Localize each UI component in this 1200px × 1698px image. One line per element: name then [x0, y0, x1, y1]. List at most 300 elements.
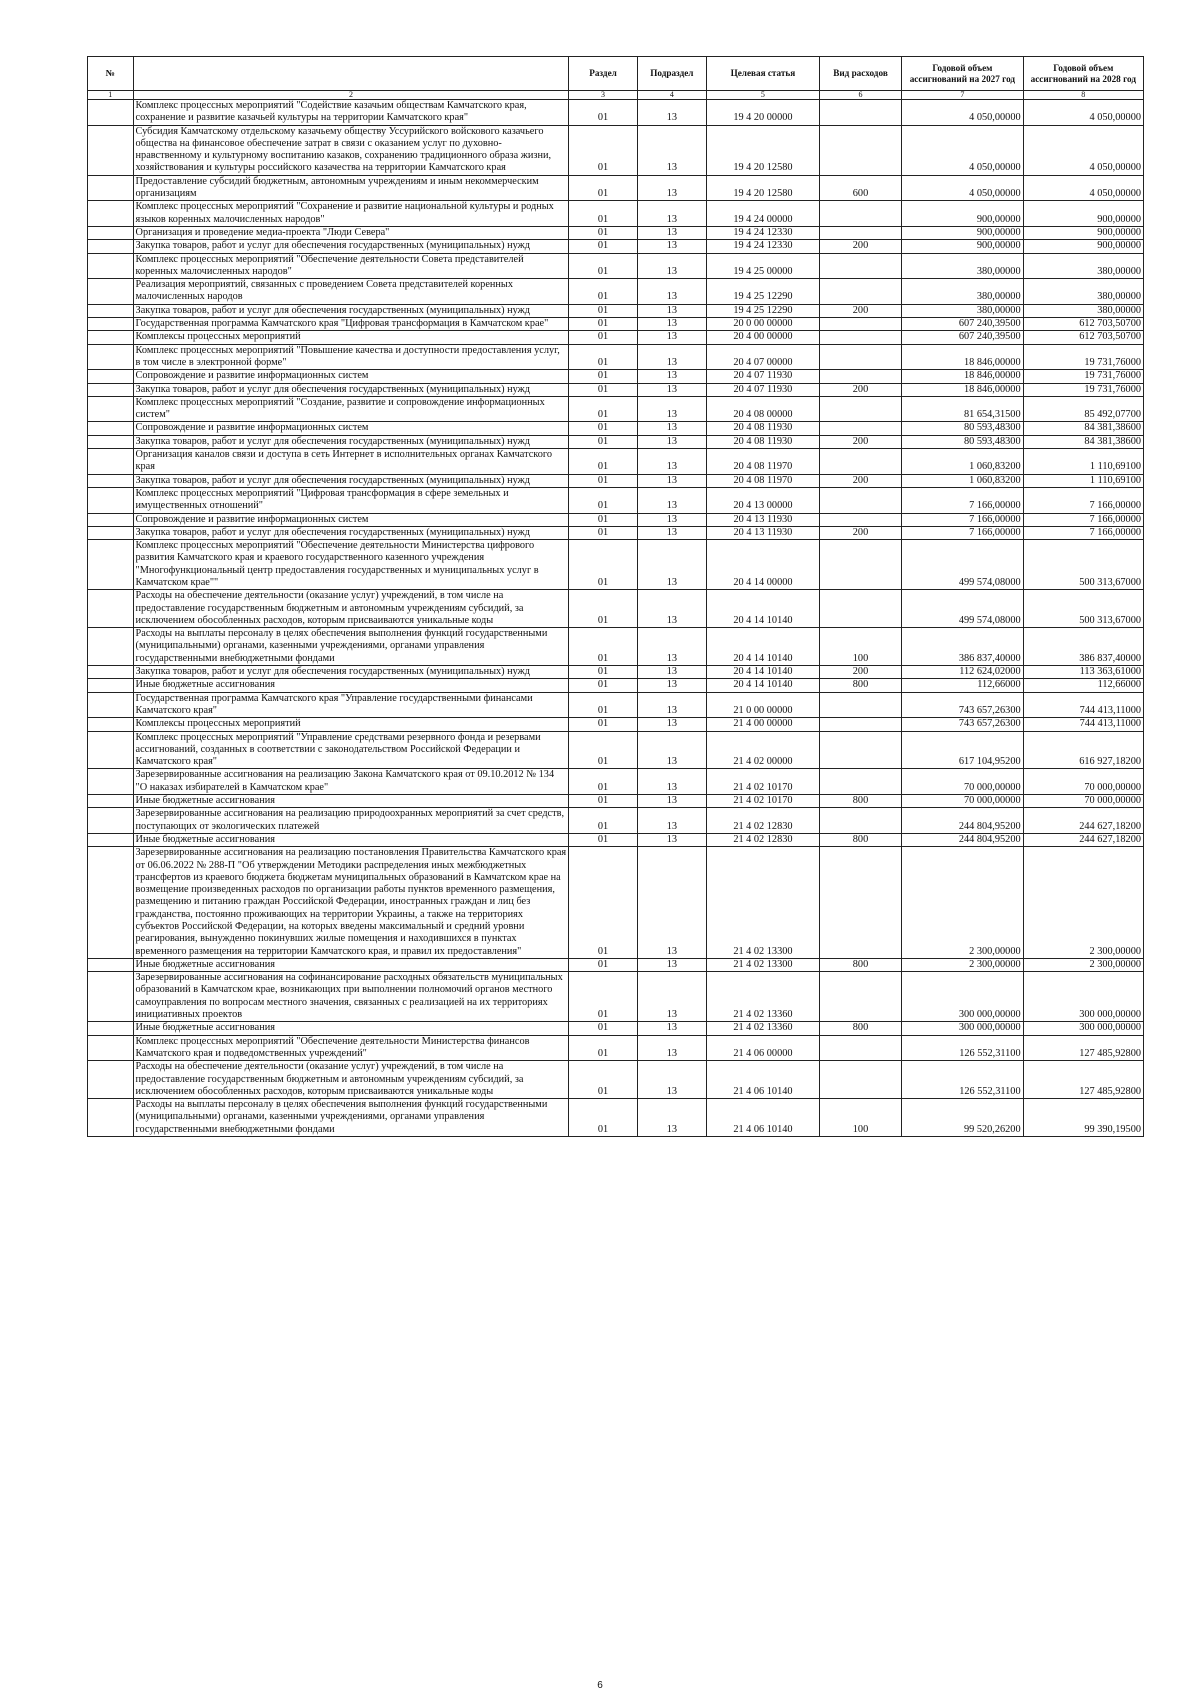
row-csr-cell: 20 4 14 00000	[707, 540, 820, 590]
row-razdel-cell: 01	[569, 487, 637, 513]
row-2027-cell: 7 166,00000	[902, 526, 1023, 539]
row-vr-cell: 100	[819, 1099, 901, 1137]
row-name-cell: Закупка товаров, работ и услуг для обеспечения государственных (муниципальных) нужд	[133, 474, 569, 487]
row-podrazdel-cell: 13	[637, 692, 706, 718]
table-row	[88, 833, 1144, 846]
row-name-cell: Комплекс процессных мероприятий "Цифровая трансформация в сфере земельных и имущественных отношений"	[133, 487, 569, 513]
row-number-cell	[88, 1035, 134, 1061]
row-podrazdel-cell: 13	[637, 175, 706, 201]
row-razdel-cell: 01	[569, 1022, 637, 1035]
row-number-cell	[88, 731, 134, 769]
row-number-cell	[88, 769, 134, 795]
row-podrazdel-cell: 13	[637, 833, 706, 846]
page-number: 6	[597, 1680, 603, 1691]
row-podrazdel-cell: 13	[637, 435, 706, 448]
row-razdel-cell: 01	[569, 100, 637, 126]
row-vr-cell	[819, 422, 901, 435]
row-vr-cell	[819, 513, 901, 526]
row-2027-cell: 4 050,00000	[902, 175, 1023, 201]
row-razdel-cell: 01	[569, 1099, 637, 1137]
row-name-cell: Расходы на обеспечение деятельности (оказание услуг) учреждений, в том числе на предоставление государственным бюджетным и автономным учреждениям субсидий, за исключением обособленных расходов, которым присваиваются уникальные коды	[133, 1061, 569, 1099]
row-csr-cell: 21 4 02 10170	[707, 795, 820, 808]
row-2027-cell: 2 300,00000	[902, 847, 1023, 959]
row-razdel-cell: 01	[569, 526, 637, 539]
table-row	[88, 487, 1144, 513]
row-number-cell	[88, 1061, 134, 1099]
row-vr-cell	[819, 331, 901, 344]
row-name-cell: Государственная программа Камчатского края "Управление государственными финансами Камчатского края"	[133, 692, 569, 718]
header-index: 7	[902, 91, 1023, 100]
row-number-cell	[88, 370, 134, 383]
row-vr-cell: 200	[819, 304, 901, 317]
row-2028-cell: 70 000,00000	[1023, 769, 1143, 795]
row-number-cell	[88, 125, 134, 175]
row-razdel-cell: 01	[569, 304, 637, 317]
row-number-cell	[88, 958, 134, 971]
row-2028-cell: 19 731,76000	[1023, 344, 1143, 370]
row-vr-cell	[819, 972, 901, 1022]
row-podrazdel-cell: 13	[637, 487, 706, 513]
row-podrazdel-cell: 13	[637, 958, 706, 971]
table-row	[88, 795, 1144, 808]
row-csr-cell: 20 4 14 10140	[707, 628, 820, 666]
table-row	[88, 201, 1144, 227]
row-vr-cell: 200	[819, 240, 901, 253]
row-csr-cell: 19 4 20 12580	[707, 175, 820, 201]
row-csr-cell: 20 4 13 11930	[707, 513, 820, 526]
row-vr-cell	[819, 847, 901, 959]
row-2028-cell: 244 627,18200	[1023, 808, 1143, 834]
row-2028-cell: 7 166,00000	[1023, 526, 1143, 539]
row-razdel-cell: 01	[569, 1035, 637, 1061]
row-2028-cell: 85 492,07700	[1023, 396, 1143, 422]
row-2028-cell: 4 050,00000	[1023, 175, 1143, 201]
row-csr-cell: 20 4 08 00000	[707, 396, 820, 422]
row-podrazdel-cell: 13	[637, 253, 706, 279]
row-name-cell: Сопровождение и развитие информационных систем	[133, 513, 569, 526]
row-csr-cell: 21 4 02 12830	[707, 808, 820, 834]
row-podrazdel-cell: 13	[637, 718, 706, 731]
row-podrazdel-cell: 13	[637, 240, 706, 253]
table-row	[88, 435, 1144, 448]
row-podrazdel-cell: 13	[637, 808, 706, 834]
row-name-cell: Закупка товаров, работ и услуг для обеспечения государственных (муниципальных) нужд	[133, 240, 569, 253]
header-index: 2	[133, 91, 569, 100]
header-index: 6	[819, 91, 901, 100]
row-number-cell	[88, 1022, 134, 1035]
row-podrazdel-cell: 13	[637, 318, 706, 331]
row-name-cell: Иные бюджетные ассигнования	[133, 958, 569, 971]
row-number-cell	[88, 344, 134, 370]
row-2028-cell: 4 050,00000	[1023, 125, 1143, 175]
row-2028-cell: 380,00000	[1023, 304, 1143, 317]
row-2028-cell: 113 363,61000	[1023, 666, 1143, 679]
row-2027-cell: 499 574,08000	[902, 540, 1023, 590]
row-2027-cell: 607 240,39500	[902, 331, 1023, 344]
row-name-cell: Зарезервированные ассигнования на реализацию природоохранных мероприятий за счет средств, поступающих от экологических платежей	[133, 808, 569, 834]
row-podrazdel-cell: 13	[637, 201, 706, 227]
row-2027-cell: 499 574,08000	[902, 590, 1023, 628]
row-number-cell	[88, 201, 134, 227]
table-row	[88, 100, 1144, 126]
row-name-cell: Расходы на выплаты персоналу в целях обеспечения выполнения функций государственными (муниципальными) органами, казенными учреждениями, органами управления государственными внебюджетными фондами	[133, 628, 569, 666]
row-number-cell	[88, 422, 134, 435]
row-2027-cell: 1 060,83200	[902, 474, 1023, 487]
row-2027-cell: 70 000,00000	[902, 795, 1023, 808]
row-razdel-cell: 01	[569, 808, 637, 834]
row-razdel-cell: 01	[569, 590, 637, 628]
row-razdel-cell: 01	[569, 240, 637, 253]
row-razdel-cell: 01	[569, 513, 637, 526]
table-row	[88, 370, 1144, 383]
row-razdel-cell: 01	[569, 422, 637, 435]
row-csr-cell: 21 4 02 10170	[707, 769, 820, 795]
row-vr-cell: 600	[819, 175, 901, 201]
row-razdel-cell: 01	[569, 692, 637, 718]
row-number-cell	[88, 972, 134, 1022]
row-csr-cell: 19 4 25 12290	[707, 304, 820, 317]
row-2027-cell: 386 837,40000	[902, 628, 1023, 666]
row-podrazdel-cell: 13	[637, 1035, 706, 1061]
row-podrazdel-cell: 13	[637, 344, 706, 370]
row-vr-cell	[819, 318, 901, 331]
row-csr-cell: 20 4 08 11970	[707, 449, 820, 475]
row-2028-cell: 300 000,00000	[1023, 972, 1143, 1022]
row-razdel-cell: 01	[569, 449, 637, 475]
row-2028-cell: 900,00000	[1023, 201, 1143, 227]
row-name-cell: Организация и проведение медиа-проекта "Люди Севера"	[133, 226, 569, 239]
row-2027-cell: 380,00000	[902, 304, 1023, 317]
row-csr-cell: 21 4 02 13300	[707, 847, 820, 959]
row-csr-cell: 21 4 02 13360	[707, 972, 820, 1022]
row-name-cell: Сопровождение и развитие информационных систем	[133, 422, 569, 435]
row-podrazdel-cell: 13	[637, 540, 706, 590]
row-podrazdel-cell: 13	[637, 590, 706, 628]
row-2028-cell: 612 703,50700	[1023, 331, 1143, 344]
row-podrazdel-cell: 13	[637, 795, 706, 808]
row-csr-cell: 20 4 07 00000	[707, 344, 820, 370]
row-2027-cell: 70 000,00000	[902, 769, 1023, 795]
row-podrazdel-cell: 13	[637, 383, 706, 396]
row-csr-cell: 19 4 24 12330	[707, 240, 820, 253]
row-2028-cell: 19 731,76000	[1023, 383, 1143, 396]
row-number-cell	[88, 240, 134, 253]
row-csr-cell: 21 4 06 00000	[707, 1035, 820, 1061]
row-razdel-cell: 01	[569, 370, 637, 383]
row-number-cell	[88, 833, 134, 846]
table-row	[88, 344, 1144, 370]
row-razdel-cell: 01	[569, 396, 637, 422]
row-name-cell: Расходы на выплаты персоналу в целях обеспечения выполнения функций государственными (муниципальными) органами, казенными учреждениями, органами управления государственными внебюджетными фондами	[133, 1099, 569, 1137]
row-2028-cell: 4 050,00000	[1023, 100, 1143, 126]
row-2028-cell: 380,00000	[1023, 253, 1143, 279]
row-name-cell: Субсидия Камчатскому отдельскому казачьему обществу Уссурийского войскового казачьего общества на финансовое обеспечение затрат в связи с оказанием услуг по духовно-нравственному и культурному воспитанию казаков, сохранению традиционного образа жизни, хозяйствования и культуры российского казачества на территории Камчатского края	[133, 125, 569, 175]
table-row	[88, 847, 1144, 959]
row-number-cell	[88, 590, 134, 628]
row-name-cell: Комплекс процессных мероприятий "Создание, развитие и сопровождение информационных систем"	[133, 396, 569, 422]
row-podrazdel-cell: 13	[637, 972, 706, 1022]
row-name-cell: Закупка товаров, работ и услуг для обеспечения государственных (муниципальных) нужд	[133, 435, 569, 448]
row-2028-cell: 84 381,38600	[1023, 435, 1143, 448]
table-row	[88, 175, 1144, 201]
row-razdel-cell: 01	[569, 958, 637, 971]
row-vr-cell	[819, 226, 901, 239]
row-razdel-cell: 01	[569, 679, 637, 692]
row-name-cell: Сопровождение и развитие информационных систем	[133, 370, 569, 383]
row-2027-cell: 1 060,83200	[902, 449, 1023, 475]
row-number-cell	[88, 304, 134, 317]
row-2028-cell: 84 381,38600	[1023, 422, 1143, 435]
row-number-cell	[88, 487, 134, 513]
header-podrazdel: Подраздел	[637, 57, 706, 91]
row-csr-cell: 19 4 24 12330	[707, 226, 820, 239]
row-2028-cell: 744 413,11000	[1023, 692, 1143, 718]
row-2027-cell: 300 000,00000	[902, 972, 1023, 1022]
table-row	[88, 628, 1144, 666]
row-csr-cell: 19 4 20 12580	[707, 125, 820, 175]
header-index: 3	[569, 91, 637, 100]
row-podrazdel-cell: 13	[637, 304, 706, 317]
row-2027-cell: 4 050,00000	[902, 100, 1023, 126]
row-razdel-cell: 01	[569, 833, 637, 846]
row-number-cell	[88, 692, 134, 718]
row-vr-cell	[819, 125, 901, 175]
header-2027: Годовой объем ассигнований на 2027 год	[902, 57, 1023, 91]
budget-table	[87, 56, 1144, 1137]
table-row	[88, 226, 1144, 239]
header-csr: Целевая статья	[707, 57, 820, 91]
row-number-cell	[88, 628, 134, 666]
row-razdel-cell: 01	[569, 1061, 637, 1099]
row-name-cell: Иные бюджетные ассигнования	[133, 795, 569, 808]
row-csr-cell: 21 4 02 13360	[707, 1022, 820, 1035]
row-podrazdel-cell: 13	[637, 100, 706, 126]
table-row	[88, 279, 1144, 305]
row-podrazdel-cell: 13	[637, 125, 706, 175]
row-2028-cell: 7 166,00000	[1023, 513, 1143, 526]
row-number-cell	[88, 435, 134, 448]
row-csr-cell: 21 4 02 13300	[707, 958, 820, 971]
row-razdel-cell: 01	[569, 279, 637, 305]
table-row	[88, 125, 1144, 175]
row-vr-cell	[819, 731, 901, 769]
table-row	[88, 972, 1144, 1022]
row-csr-cell: 19 4 25 12290	[707, 279, 820, 305]
row-podrazdel-cell: 13	[637, 1022, 706, 1035]
row-name-cell: Реализация мероприятий, связанных с проведением Совета представителей коренных малочисленных народов	[133, 279, 569, 305]
header-number: №	[88, 57, 134, 91]
row-csr-cell: 19 4 24 00000	[707, 201, 820, 227]
row-2027-cell: 380,00000	[902, 279, 1023, 305]
row-csr-cell: 20 4 00 00000	[707, 331, 820, 344]
row-number-cell	[88, 795, 134, 808]
row-podrazdel-cell: 13	[637, 526, 706, 539]
row-number-cell	[88, 279, 134, 305]
row-vr-cell	[819, 396, 901, 422]
row-2028-cell: 616 927,18200	[1023, 731, 1143, 769]
table-row	[88, 1061, 1144, 1099]
row-2028-cell: 1 110,69100	[1023, 449, 1143, 475]
row-podrazdel-cell: 13	[637, 513, 706, 526]
row-vr-cell	[819, 344, 901, 370]
row-name-cell: Зарезервированные ассигнования на реализацию Закона Камчатского края от 09.10.2012 № 134 "О наказах избирателей в Камчатском крае"	[133, 769, 569, 795]
row-name-cell: Зарезервированные ассигнования на софинансирование расходных обязательств муниципальных образований в Камчатском крае, возникающих при выполнении полномочий органов местного самоуправления по вопросам местного значения, связанных с реализацией на их территориях инициативных проектов	[133, 972, 569, 1022]
row-2027-cell: 4 050,00000	[902, 125, 1023, 175]
row-2028-cell: 900,00000	[1023, 226, 1143, 239]
row-number-cell	[88, 718, 134, 731]
header-vr: Вид расходов	[819, 57, 901, 91]
header-razdel: Раздел	[569, 57, 637, 91]
row-csr-cell: 20 0 00 00000	[707, 318, 820, 331]
table-row	[88, 253, 1144, 279]
row-vr-cell	[819, 253, 901, 279]
row-2028-cell: 19 731,76000	[1023, 370, 1143, 383]
row-vr-cell: 200	[819, 474, 901, 487]
row-2027-cell: 80 593,48300	[902, 435, 1023, 448]
row-podrazdel-cell: 13	[637, 666, 706, 679]
row-2028-cell: 112,66000	[1023, 679, 1143, 692]
row-csr-cell: 20 4 08 11970	[707, 474, 820, 487]
table-row	[88, 304, 1144, 317]
row-2027-cell: 18 846,00000	[902, 383, 1023, 396]
header-row	[88, 57, 1144, 91]
row-podrazdel-cell: 13	[637, 449, 706, 475]
table-row	[88, 474, 1144, 487]
table-row	[88, 513, 1144, 526]
row-razdel-cell: 01	[569, 847, 637, 959]
row-csr-cell: 19 4 20 00000	[707, 100, 820, 126]
row-2027-cell: 900,00000	[902, 240, 1023, 253]
row-csr-cell: 21 4 06 10140	[707, 1061, 820, 1099]
row-name-cell: Государственная программа Камчатского края "Цифровая трансформация в Камчатском крае"	[133, 318, 569, 331]
row-razdel-cell: 01	[569, 718, 637, 731]
row-vr-cell: 100	[819, 628, 901, 666]
row-name-cell: Иные бюджетные ассигнования	[133, 1022, 569, 1035]
row-2028-cell: 70 000,00000	[1023, 795, 1143, 808]
row-2028-cell: 744 413,11000	[1023, 718, 1143, 731]
table-row	[88, 590, 1144, 628]
row-name-cell: Закупка товаров, работ и услуг для обеспечения государственных (муниципальных) нужд	[133, 666, 569, 679]
row-podrazdel-cell: 13	[637, 422, 706, 435]
row-2027-cell: 607 240,39500	[902, 318, 1023, 331]
row-number-cell	[88, 847, 134, 959]
table-row	[88, 769, 1144, 795]
row-number-cell	[88, 666, 134, 679]
table-row	[88, 240, 1144, 253]
table-row	[88, 692, 1144, 718]
row-2027-cell: 7 166,00000	[902, 487, 1023, 513]
row-csr-cell: 21 4 00 00000	[707, 718, 820, 731]
row-vr-cell: 800	[819, 833, 901, 846]
row-csr-cell: 21 4 02 12830	[707, 833, 820, 846]
row-razdel-cell: 01	[569, 540, 637, 590]
table-row	[88, 540, 1144, 590]
row-2028-cell: 500 313,67000	[1023, 540, 1143, 590]
row-name-cell: Расходы на обеспечение деятельности (оказание услуг) учреждений, в том числе на предоставление государственным бюджетным и автономным учреждениям субсидий, за исключением обособленных расходов, которым присваиваются уникальные коды	[133, 590, 569, 628]
row-vr-cell	[819, 590, 901, 628]
row-vr-cell	[819, 718, 901, 731]
row-razdel-cell: 01	[569, 331, 637, 344]
row-podrazdel-cell: 13	[637, 628, 706, 666]
row-vr-cell	[819, 769, 901, 795]
row-name-cell: Закупка товаров, работ и услуг для обеспечения государственных (муниципальных) нужд	[133, 526, 569, 539]
row-2027-cell: 900,00000	[902, 201, 1023, 227]
row-2028-cell: 99 390,19500	[1023, 1099, 1143, 1137]
table-row	[88, 1022, 1144, 1035]
row-number-cell	[88, 175, 134, 201]
row-2028-cell: 127 485,92800	[1023, 1061, 1143, 1099]
row-name-cell: Комплекс процессных мероприятий "Обеспечение деятельности Министерства цифрового развития Камчатского края и краевого государственного казенного учреждения "Многофункциональный центр предоставления государственных и муниципальных услуг в Камчатском крае""	[133, 540, 569, 590]
row-podrazdel-cell: 13	[637, 474, 706, 487]
row-2027-cell: 300 000,00000	[902, 1022, 1023, 1035]
row-vr-cell	[819, 279, 901, 305]
row-2027-cell: 126 552,31100	[902, 1061, 1023, 1099]
row-vr-cell	[819, 1035, 901, 1061]
row-vr-cell	[819, 370, 901, 383]
row-vr-cell: 200	[819, 526, 901, 539]
row-podrazdel-cell: 13	[637, 731, 706, 769]
row-razdel-cell: 01	[569, 628, 637, 666]
table-row	[88, 1099, 1144, 1137]
row-razdel-cell: 01	[569, 435, 637, 448]
row-number-cell	[88, 679, 134, 692]
row-name-cell: Комплексы процессных мероприятий	[133, 331, 569, 344]
row-name-cell: Зарезервированные ассигнования на реализацию постановления Правительства Камчатского края от 06.06.2022 № 288-П "Об утверждении Методики распределения иных межбюджетных трансфертов из краевого бюджета бюджетам муниципальных образований в Камчатском крае на возмещение произведенных расходов по организации работы пунктов временного размещения, размещению и питанию граждан Российской Федерации, иностранных граждан и лиц без гражданства, постоянно проживающих на территории Украины, а также на территориях субъектов Российской Федерации, на которых введены максимальный и средний уровни реагирования, вынужденно покинувших жилые помещения и находившихся в пунктах временного размещения на территории Камчатского края, и правил их предоставления"	[133, 847, 569, 959]
row-number-cell	[88, 808, 134, 834]
row-2027-cell: 126 552,31100	[902, 1035, 1023, 1061]
row-csr-cell: 20 4 08 11930	[707, 422, 820, 435]
row-podrazdel-cell: 13	[637, 847, 706, 959]
row-razdel-cell: 01	[569, 666, 637, 679]
row-vr-cell	[819, 692, 901, 718]
row-name-cell: Комплекс процессных мероприятий "Обеспечение деятельности Министерства финансов Камчатского края и подведомственных учреждений"	[133, 1035, 569, 1061]
row-name-cell: Комплексы процессных мероприятий	[133, 718, 569, 731]
row-razdel-cell: 01	[569, 383, 637, 396]
row-2028-cell: 380,00000	[1023, 279, 1143, 305]
row-csr-cell: 20 4 07 11930	[707, 383, 820, 396]
table-row	[88, 1035, 1144, 1061]
header-index: 1	[88, 91, 134, 100]
row-vr-cell: 800	[819, 795, 901, 808]
row-csr-cell: 20 4 07 11930	[707, 370, 820, 383]
header-index: 8	[1023, 91, 1143, 100]
row-vr-cell	[819, 201, 901, 227]
row-podrazdel-cell: 13	[637, 1099, 706, 1137]
header-index: 4	[637, 91, 706, 100]
row-number-cell	[88, 474, 134, 487]
row-razdel-cell: 01	[569, 125, 637, 175]
row-razdel-cell: 01	[569, 318, 637, 331]
row-name-cell: Организация каналов связи и доступа в сеть Интернет в исполнительных органах Камчатского края	[133, 449, 569, 475]
row-2028-cell: 300 000,00000	[1023, 1022, 1143, 1035]
row-razdel-cell: 01	[569, 769, 637, 795]
row-2027-cell: 617 104,95200	[902, 731, 1023, 769]
row-vr-cell	[819, 487, 901, 513]
row-vr-cell: 800	[819, 958, 901, 971]
table-row	[88, 331, 1144, 344]
row-name-cell: Комплекс процессных мероприятий "Обеспечение деятельности Совета представителей коренных малочисленных народов"	[133, 253, 569, 279]
row-csr-cell: 20 4 13 11930	[707, 526, 820, 539]
row-csr-cell: 21 0 00 00000	[707, 692, 820, 718]
row-podrazdel-cell: 13	[637, 331, 706, 344]
row-2027-cell: 80 593,48300	[902, 422, 1023, 435]
row-vr-cell: 200	[819, 666, 901, 679]
table-row	[88, 449, 1144, 475]
row-2027-cell: 7 166,00000	[902, 513, 1023, 526]
table-row	[88, 808, 1144, 834]
row-number-cell	[88, 226, 134, 239]
row-vr-cell	[819, 449, 901, 475]
